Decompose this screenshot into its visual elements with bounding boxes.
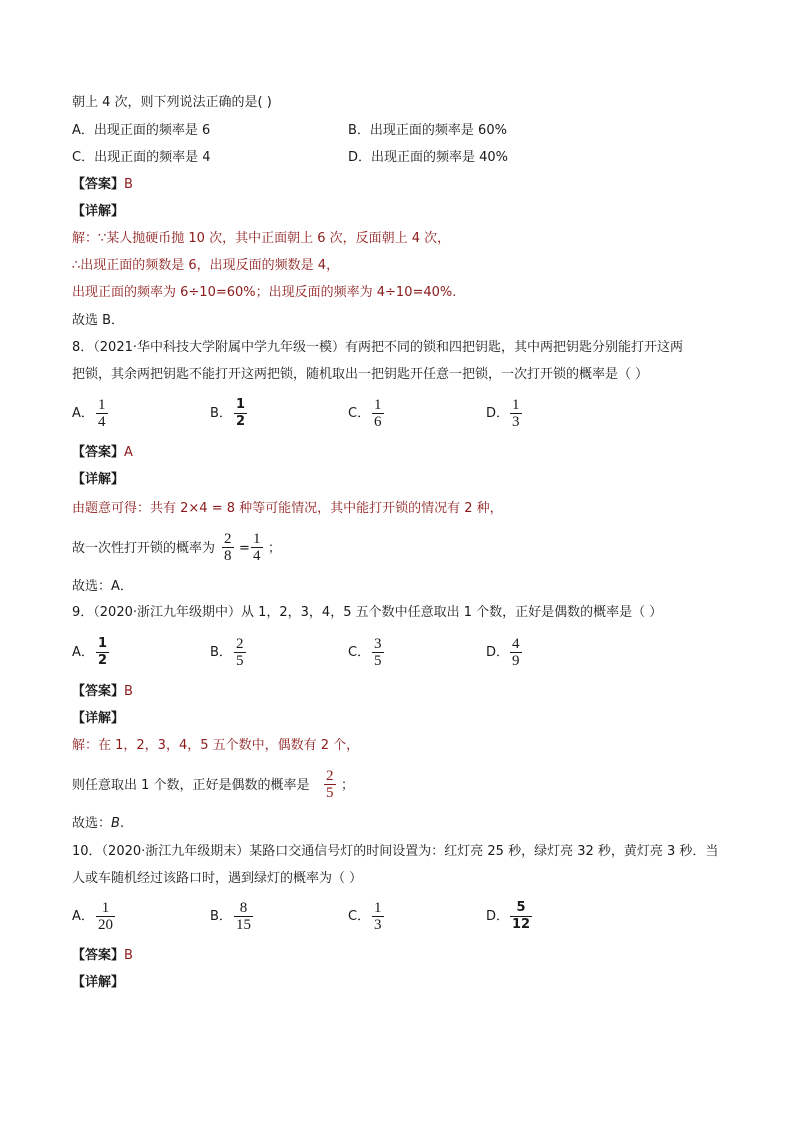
denominator: 4 [98, 414, 106, 430]
numerator: 1 [374, 900, 382, 916]
q10-option-c-fraction [372, 900, 384, 933]
q10-option-a-fraction [96, 900, 115, 933]
q8-option-d-fraction [510, 397, 522, 430]
q10-stem-line-2: 人或车随机经过该路口时，遇到绿灯的概率为（ ） [72, 871, 363, 886]
numerator: 2 [236, 636, 244, 652]
q8-option-a-fraction [96, 397, 108, 430]
q9-option-c-label: C． [348, 645, 371, 660]
q7-option-c: C．出现正面的频率是 4 [72, 150, 211, 165]
numerator: 1 [98, 636, 108, 651]
q9-stem: 9．（2020·浙江九年级期中）从 1，2，3，4，5 五个数中任意取出 1 个数，正好是偶数的概率是（ ） [72, 605, 663, 620]
numerator: 2 [326, 768, 334, 784]
answer-label: 【答案】 [72, 948, 125, 963]
q7-solution-line-3: 出现正面的频率为 6÷10=60%；出现反面的频率为 4÷10=40%. [72, 285, 457, 300]
q9-option-a-label: A． [72, 645, 94, 660]
q8-solution-fraction-2 [251, 531, 263, 564]
q8-option-b-label: B． [210, 406, 232, 421]
q8-conclusion: 故选：A． [72, 579, 133, 594]
denominator: 2 [98, 653, 108, 668]
answer-value: B [124, 177, 133, 192]
denominator: 4 [253, 548, 261, 564]
q7-option-d: D．出现正面的频率是 40% [348, 150, 509, 165]
q8-solution-line-2-prefix: 故一次性打开锁的概率为 [72, 541, 216, 556]
answer-label: 【答案】 [72, 177, 125, 192]
denominator: 20 [98, 917, 113, 933]
q8-detail-label: 【详解】 [72, 472, 125, 487]
q7-solution-line-2: ∴出现正面的频数是 6，出现反面的频数是 4， [72, 258, 340, 273]
numerator: 5 [516, 900, 526, 915]
q10-detail-label: 【详解】 [72, 975, 125, 990]
q9-detail-label: 【详解】 [72, 711, 125, 726]
q8-option-d-label: D． [486, 406, 510, 421]
conclusion-answer: B [111, 816, 120, 831]
denominator: 9 [512, 653, 520, 669]
q7-conclusion: 故选 B． [72, 313, 125, 328]
q9-option-b-fraction [234, 636, 246, 669]
numerator: 1 [253, 531, 261, 547]
q8-stem-line-1: 8．（2021·华中科技大学附属中学九年级一模）有两把不同的锁和四把钥匙，其中两把钥匙分别能打开这两 [72, 340, 683, 355]
q9-conclusion: 故选：B. [72, 816, 125, 831]
q9-option-d-fraction [510, 636, 522, 669]
q7-solution-line-1: 解：∵某人抛硬币抛 10 次，其中正面朝上 6 次，反面朝上 4 次， [72, 231, 451, 246]
denominator: 2 [236, 414, 246, 429]
q9-solution-line-1: 解：在 1，2，3，4，5 五个数中，偶数有 2 个， [72, 738, 360, 753]
q9-option-a-fraction [96, 636, 109, 669]
answer-label: 【答案】 [72, 445, 125, 460]
numerator: 3 [374, 636, 382, 652]
denominator: 5 [236, 653, 244, 669]
q8-answer [72, 444, 133, 462]
denominator: 12 [512, 917, 531, 932]
denominator: 15 [236, 917, 251, 933]
q10-option-a-label: A． [72, 909, 94, 924]
q7-stem-tail: 朝上 4 次，则下列说法正确的是( ) [72, 95, 272, 110]
q10-answer [72, 947, 133, 965]
numerator: 1 [374, 397, 382, 413]
numerator: 8 [239, 900, 248, 916]
q9-option-b-label: B． [210, 645, 232, 660]
answer-value: B [124, 948, 133, 963]
q9-solution-suffix: ； [341, 778, 355, 793]
q10-option-b-label: B． [210, 909, 232, 924]
q9-solution-line-2-prefix: 则任意取出 1 个数，正好是偶数的概率是 [72, 778, 310, 793]
q10-option-d-label: D． [486, 909, 510, 924]
answer-value: A [124, 445, 133, 460]
numerator: 1 [236, 397, 246, 412]
q9-answer [72, 683, 133, 701]
q10-stem-line-1: 10．（2020·浙江九年级期末）某路口交通信号灯的时间设置为：红灯亮 25 秒，绿灯亮 32 秒，黄灯亮 3 秒．当 [72, 844, 719, 859]
numerator: 4 [512, 636, 520, 652]
q7-answer [72, 176, 133, 194]
denominator: 8 [224, 548, 232, 564]
q8-option-a-label: A． [72, 406, 94, 421]
q7-option-a: A．出现正面的频率是 6 [72, 123, 211, 138]
q8-solution-line-1: 由题意可得：共有 2×4 = 8 种等可能情况，其中能打开锁的情况有 2 种， [72, 501, 503, 516]
q7-detail-label: 【详解】 [72, 204, 125, 219]
numerator: 1 [512, 397, 520, 413]
answer-label: 【答案】 [72, 684, 125, 699]
q8-solution-equals: = [239, 541, 250, 556]
q7-option-b: B．出现正面的频率是 60% [348, 123, 507, 138]
denominator: 3 [374, 917, 382, 933]
answer-value: B [124, 684, 133, 699]
q9-option-c-fraction [372, 636, 384, 669]
denominator: 3 [512, 414, 520, 430]
denominator: 6 [374, 414, 382, 430]
numerator: 1 [101, 900, 110, 916]
q8-solution-fraction-1 [222, 531, 234, 564]
q10-option-c-label: C． [348, 909, 371, 924]
denominator: 5 [374, 653, 382, 669]
q8-option-b-fraction [234, 397, 247, 430]
q10-option-b-fraction [234, 900, 253, 933]
numerator: 2 [224, 531, 232, 547]
q8-solution-suffix: ； [268, 541, 282, 556]
q9-option-d-label: D． [486, 645, 510, 660]
numerator: 1 [98, 397, 106, 413]
q8-option-c-label: C． [348, 406, 371, 421]
denominator: 5 [326, 785, 334, 801]
q10-option-d-fraction [510, 900, 532, 933]
q9-solution-fraction [324, 768, 336, 801]
q8-option-c-fraction [372, 397, 384, 430]
q8-stem-line-2: 把锁，其余两把钥匙不能打开这两把锁，随机取出一把钥匙开任意一把锁，一次打开锁的概率是（ ） [72, 367, 649, 382]
